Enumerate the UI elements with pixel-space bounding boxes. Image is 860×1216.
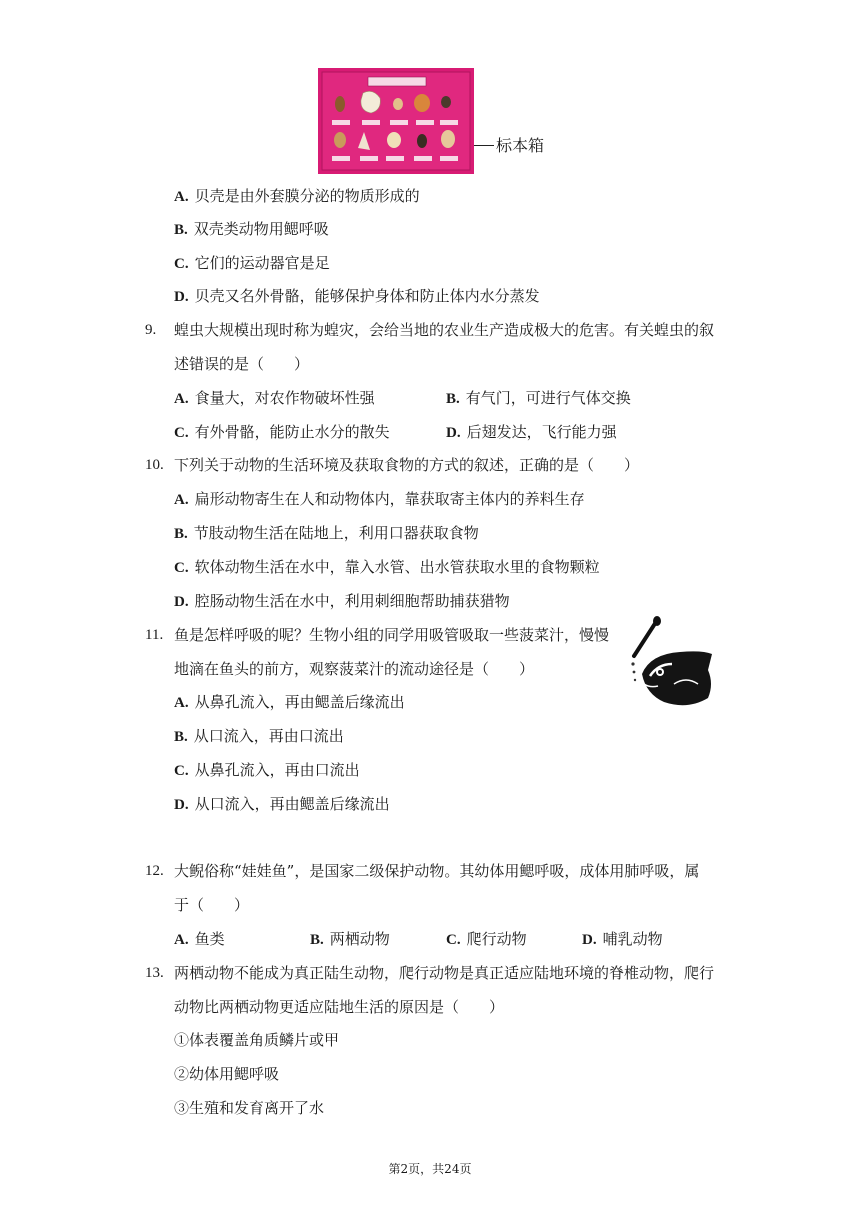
option-text: 贝壳又名外骨骼，能够保护身体和防止体内水分蒸发 [194,287,540,305]
option-letter: B. [174,729,188,745]
q11-option-d [174,794,390,815]
option-letter: C. [446,932,461,948]
fish-dropper-image [628,614,716,714]
option-text: 两栖动物 [329,930,390,948]
specimen-box-image [318,68,474,174]
q10-option-c [174,557,600,578]
q9-number: 9. [145,322,157,338]
q13-item-2: ②幼体用鳃呼吸 [174,1065,280,1083]
option-text: 食量大，对农作物破坏性强 [194,389,375,407]
option-text: 软体动物生活在水中，靠入水管、出水管获取水里的食物颗粒 [194,558,600,576]
q11-stem-line2: 地滴在鱼头的前方，观察菠菜汁的流动途径是（ ） [174,660,535,678]
q8-option-b [174,219,329,240]
option-letter: D. [174,289,189,305]
option-letter: A. [174,932,189,948]
option-letter: C. [174,425,189,441]
option-text: 后翅发达，飞行能力强 [466,423,617,441]
specimen-box-figure [318,68,474,174]
q10-number: 10. [145,457,164,473]
q13-item-1: ①体表覆盖角质鳞片或甲 [174,1031,340,1049]
q9-stem-line1: 蝗虫大规模出现时称为蝗灾，会给当地的农业生产造成极大的危害。有关蝗虫的叙 [174,321,715,339]
option-text: 它们的运动器官是足 [194,254,330,272]
option-letter: B. [174,526,188,542]
q9-stem-line2: 述错误的是（ ） [174,355,310,373]
option-text: 从鼻孔流入，再由口流出 [194,761,360,779]
q12-number: 12. [145,863,164,879]
q12-stem-line1: 大鲵俗称“娃娃鱼”，是国家二级保护动物。其幼体用鳃呼吸，成体用肺呼吸，属 [174,862,700,880]
option-text: 从口流入，再由口流出 [193,727,344,745]
option-letter: C. [174,763,189,779]
option-text: 从鼻孔流入，再由鳃盖后缘流出 [194,693,405,711]
option-text: 有外骨骼，能防止水分的散失 [194,423,390,441]
option-letter: B. [310,932,324,948]
fish-dropper-figure [628,614,716,714]
q12-option-c [446,929,527,950]
option-letter: A. [174,492,189,508]
option-letter: D. [582,932,597,948]
option-text: 从口流入，再由鳃盖后缘流出 [194,795,390,813]
q9-option-c [174,422,390,443]
q10-option-a [174,489,585,510]
q9-option-d [446,422,617,443]
q12-stem-line2: 于（ ） [174,896,250,914]
option-letter: B. [174,222,188,238]
q11-option-a [174,692,405,713]
option-letter: D. [174,797,189,813]
q8-option-a [174,186,420,207]
figure-label: 标本箱 [496,136,545,155]
option-letter: D. [174,594,189,610]
q13-item-3: ③生殖和发育离开了水 [174,1099,325,1117]
option-letter: C. [174,560,189,576]
q12-option-d [582,929,663,950]
option-text: 哺乳动物 [602,930,663,948]
q13-stem-line2: 动物比两栖动物更适应陆地生活的原因是（ ） [174,998,505,1016]
q13-stem-line1: 两栖动物不能成为真正陆生动物，爬行动物是真正适应陆地环境的脊椎动物，爬行 [174,964,715,982]
option-letter: C. [174,256,189,272]
q13-number: 13. [145,965,164,981]
q9-option-b [446,388,631,409]
page-footer: 第2页，共24页 [388,1162,472,1176]
q8-option-d [174,286,540,307]
q12-option-b [310,929,390,950]
option-letter: A. [174,695,189,711]
q10-stem: 下列关于动物的生活环境及获取食物的方式的叙述，正确的是（ ） [174,456,640,474]
option-text: 腔肠动物生活在水中，利用刺细胞帮助捕获猎物 [194,592,510,610]
option-text: 扁形动物寄生在人和动物体内，靠获取寄主体内的养料生存 [194,490,585,508]
option-text: 爬行动物 [466,930,527,948]
q11-option-c [174,760,360,781]
option-letter: B. [446,391,460,407]
option-text: 节肢动物生活在陆地上，利用口器获取食物 [193,524,479,542]
q11-option-b [174,726,344,747]
option-text: 贝壳是由外套膜分泌的物质形成的 [194,187,420,205]
option-letter: D. [446,425,461,441]
option-letter: A. [174,189,189,205]
option-text: 有气门，可进行气体交换 [465,389,631,407]
q11-stem-line1: 鱼是怎样呼吸的呢？生物小组的同学用吸管吸取一些菠菜汁，慢慢 [174,626,610,644]
option-text: 鱼类 [194,930,225,948]
q10-option-b [174,523,479,544]
q8-option-c [174,253,330,274]
q11-number: 11. [145,627,164,643]
figure-leader-line [474,145,494,146]
q9-option-a [174,388,375,409]
option-letter: A. [174,391,189,407]
option-text: 双壳类动物用鳃呼吸 [193,220,329,238]
q12-option-a [174,929,225,950]
q10-option-d [174,591,510,612]
